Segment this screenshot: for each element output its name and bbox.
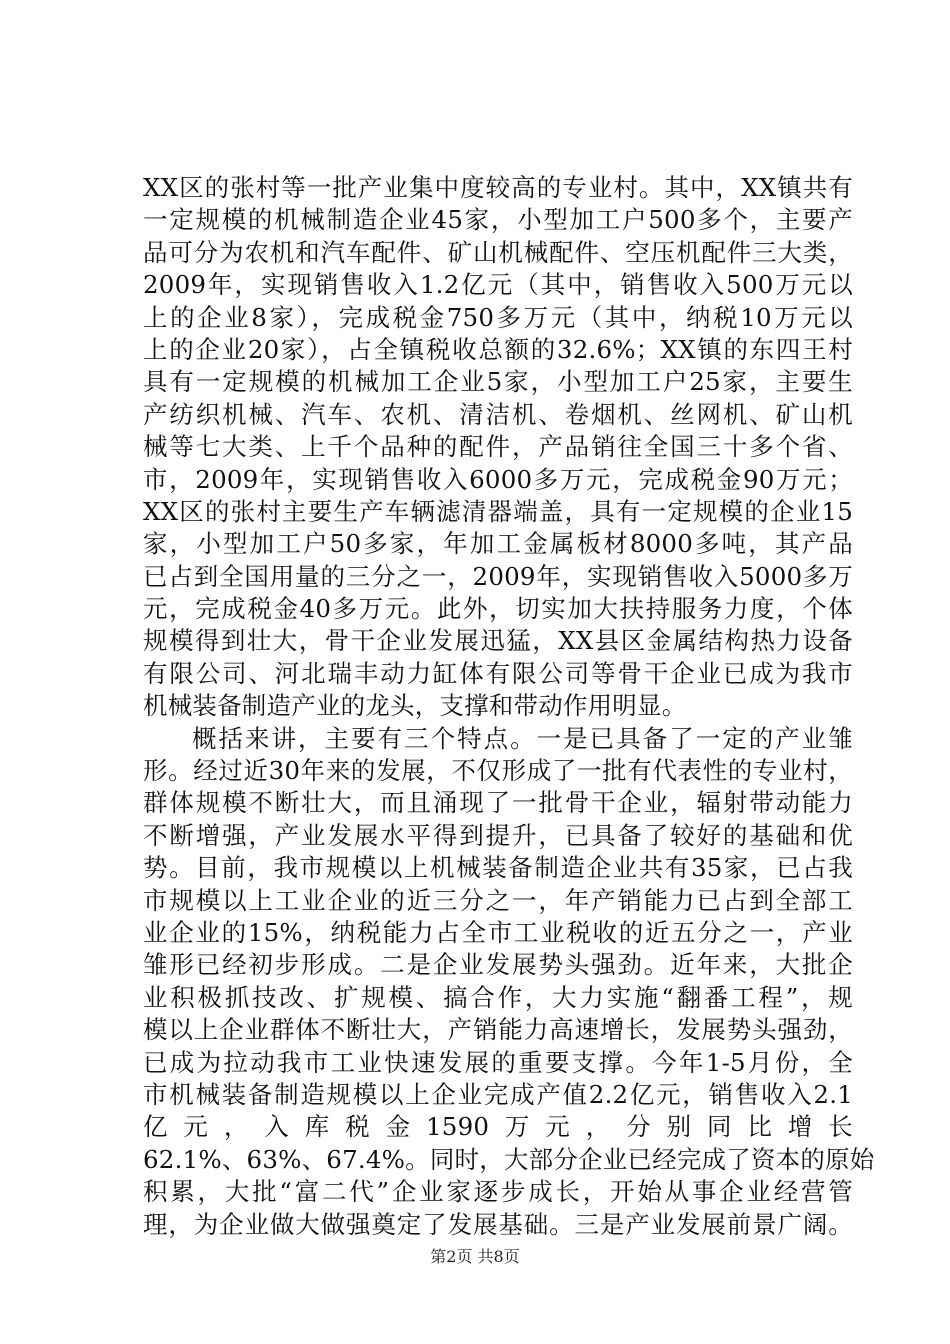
- text-line: 业积极抓技改、扩规模、搞合作，大力实施“翻番工程”，规: [143, 982, 853, 1012]
- text-line: 已占到全国用量的三分之一，2009年，实现销售收入5000多万: [143, 561, 853, 591]
- text-line: 群体规模不断壮大，而且涌现了一批骨干企业，辐射带动能力: [143, 788, 853, 818]
- body-text: [143, 172, 875, 1241]
- text-line: 械等七大类、上千个品种的配件，产品销往全国三十多个省、: [143, 432, 853, 462]
- text-line: 市，2009年，实现销售收入6000多万元，完成税金90万元；: [143, 464, 853, 494]
- text-line: 雏形已经初步形成。二是企业发展势头强劲。近年来，大批企: [143, 950, 853, 980]
- text-line: 市规模以上工业企业的近三分之一，年产销能力已占到全部工: [143, 885, 853, 915]
- text-line: 亿元，入库税金1590万元，分别同比增长: [143, 1112, 853, 1142]
- text-line: 形。经过近30年来的发展，不仅形成了一批有代表性的专业村，: [143, 756, 853, 786]
- text-line: 上的企业8家），完成税金750多万元（其中，纳税10万元以: [143, 302, 853, 332]
- text-line: 市机械装备制造规模以上企业完成产值2.2亿元，销售收入2.1: [143, 1079, 853, 1109]
- text-line: 不断增强，产业发展水平得到提升，已具备了较好的基础和优: [143, 820, 853, 850]
- text-line: 势。目前，我市规模以上机械装备制造企业共有35家，已占我: [143, 853, 853, 883]
- text-line: 一定规模的机械制造企业45家，小型加工户500多个，主要产: [143, 205, 853, 235]
- paragraph-end-line: 机械装备制造产业的龙头，支撑和带动作用明显。: [143, 691, 687, 721]
- text-line: 62.1%、63%、67.4%。同时，大部分企业已经完成了资本的原始: [143, 1144, 875, 1174]
- text-line: XX区的张村主要生产车辆滤清器端盖，具有一定规模的企业15: [143, 496, 853, 526]
- text-line: 已成为拉动我市工业快速发展的重要支撑。今年1-5月份，全: [143, 1047, 853, 1077]
- page-number-footer: 第2页 共8页: [430, 1247, 520, 1266]
- text-line: 产纺织机械、汽车、农机、清洁机、卷烟机、丝网机、矿山机: [143, 399, 853, 429]
- text-line: 元，完成税金40多万元。此外，切实加大扶持服务力度，个体: [143, 594, 853, 624]
- text-line: 业企业的15%，纳税能力占全市工业税收的近五分之一，产业: [143, 917, 853, 947]
- paragraph-first-line: 概括来讲，主要有三个特点。一是已具备了一定的产业雏: [192, 723, 853, 753]
- text-line: 理，为企业做大做强奠定了发展基础。三是产业发展前景广阔。: [143, 1209, 853, 1239]
- text-line: 家，小型加工户50多家，年加工金属板材8000多吨，其产品: [143, 529, 853, 559]
- text-line: 积累，大批“富二代”企业家逐步成长，开始从事企业经营管: [143, 1177, 853, 1207]
- text-line: 有限公司、河北瑞丰动力缸体有限公司等骨干企业已成为我市: [143, 658, 853, 688]
- text-line: 具有一定规模的机械加工企业5家，小型加工户25家，主要生: [143, 367, 853, 397]
- text-line: 规模得到壮大，骨干企业发展迅猛，XX县区金属结构热力设备: [143, 626, 853, 656]
- text-line: XX区的张村等一批产业集中度较高的专业村。其中，XX镇共有: [143, 173, 853, 202]
- text-line: 2009年，实现销售收入1.2亿元（其中，销售收入500万元以: [143, 270, 853, 300]
- text-line: 上的企业20家），占全镇税收总额的32.6%；XX镇的东四王村: [143, 334, 853, 364]
- text-line: 模以上企业群体不断壮大，产销能力高速增长，发展势头强劲，: [143, 1015, 853, 1045]
- text-line: 品可分为农机和汽车配件、矿山机械配件、空压机配件三大类，: [143, 237, 853, 267]
